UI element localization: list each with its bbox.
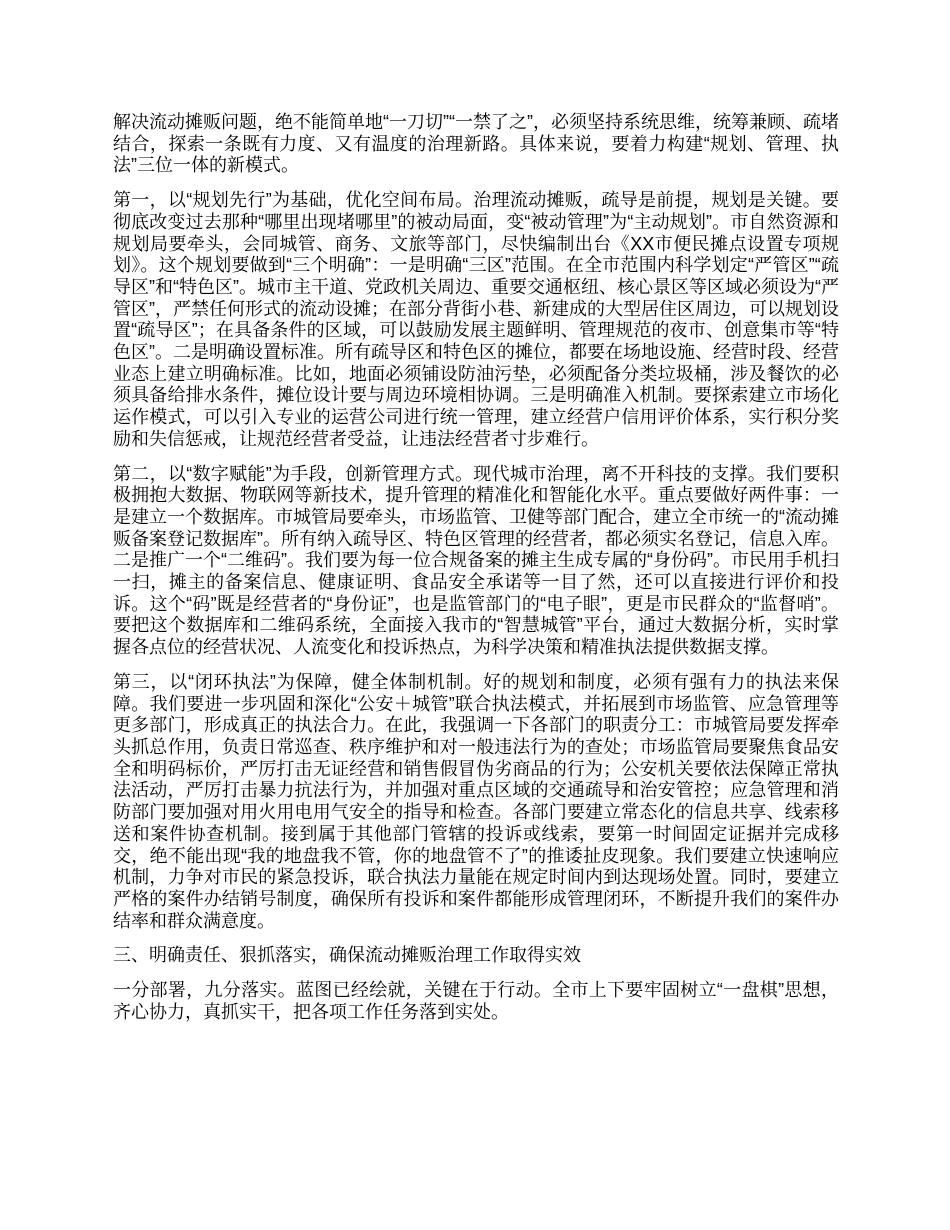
paragraph-point-two-digital: 第二，以“数字赋能”为手段，创新管理方式。现代城市治理，离不开科技的支撑。我们要积极拥抱大数据、物联网等新技术，提升管理的精准化和智能化水平。重点要做好两件事：一是建立一个数据库。市城管局要牵头，市场监管、卫健等部门配合，建立全市统一的“流动摊贩备案登记数据库”。所有纳入疏导区、特色区管理的经营者，都必须实名登记，信息入库。二是推广一个“二维码”。我们要为每一位合规备案的摊主生成专属的“身份码”。市民用手机扫一扫，摊主的备案信息、健康证明、食品安全承诺等一目了然，还可以直接进行评价和投诉。这个“码”既是经营者的“身份证”，也是监管部门的“电子眼”，更是市民群众的“监督哨”。要把这个数据库和二维码系统，全面接入我市的“智慧城管”平台，通过大数据分析，实时掌握各点位的经营状况、人流变化和投诉热点，为科学决策和精准执法提供数据支撑。 [113,463,839,658]
paragraph-point-one-planning: 第一，以“规划先行”为基础，优化空间布局。治理流动摊贩，疏导是前提，规划是关键。要彻底改变过去那种“哪里出现堵哪里”的被动局面，变“被动管理”为“主动规划”。市自然资源和规划局要牵头，会同城管、商务、文旅等部门，尽快编制出台《XX市便民摊点设置专项规划》。这个规划要做到“三个明确”：一是明确“三区”范围。在全市范围内科学划定“严管区”“疏导区”和“特色区”。城市主干道、党政机关周边、重要交通枢纽、核心景区等区域必须设为“严管区”，严禁任何形式的流动设摊；在部分背街小巷、新建成的大型居住区周边，可以规划设置“疏导区”；在具备条件的区域，可以鼓励发展主题鲜明、管理规范的夜市、创意集市等“特色区”。二是明确设置标准。所有疏导区和特色区的摊位，都要在场地设施、经营时段、经营业态上建立明确标准。比如，地面必须铺设防油污垫，必须配备分类垃圾桶，涉及餐饮的必须具备给排水条件，摊位设计要与周边环境相协调。三是明确准入机制。要探索建立市场化运作模式，可以引入专业的运营公司进行统一管理，建立经营户信用评价体系，实行积分奖励和失信惩戒，让规范经营者受益，让违法经营者寸步难行。 [113,190,839,449]
paragraph-intro: 解决流动摊贩问题，绝不能简单地“一刀切”“一禁了之”，必须坚持系统思维，统筹兼顾、疏堵结合，探索一条既有力度、又有温度的治理新路。具体来说，要着力构建“规划、管理、执法”三位一体的新模式。 [113,112,839,176]
section-heading-three: 三、明确责任、狠抓落实，确保流动摊贩治理工作取得实效 [113,945,581,966]
paragraph-closing: 一分部署，九分落实。蓝图已经绘就，关键在于行动。全市上下要牢固树立“一盘棋”思想，齐心协力，真抓实干，把各项工作任务落到实处。 [113,980,839,1022]
document-content [113,112,839,1036]
paragraph-point-three-enforcement: 第三，以“闭环执法”为保障，健全体制机制。好的规划和制度，必须有强有力的执法来保障。我们要进一步巩固和深化“公安＋城管”联合执法模式，并拓展到市场监管、应急管理等更多部门，形成真正的执法合力。在此，我强调一下各部门的职责分工：市城管局要发挥牵头抓总作用，负责日常巡查、秩序维护和对一般违法行为的查处；市场监管局要聚焦食品安全和明码标价，严厉打击无证经营和销售假冒伪劣商品的行为；公安机关要依法保障正常执法活动，严厉打击暴力抗法行为，并加强对重点区域的交通疏导和治安管控；应急管理和消防部门要加强对用火用电用气安全的指导和检查。各部门要建立常态化的信息共享、线索移送和案件协查机制。接到属于其他部门管辖的投诉或线索，要第一时间固定证据并完成移交，绝不能出现“我的地盘我不管，你的地盘管不了”的推诿扯皮现象。我们要建立快速响应机制，力争对市民的紧急投诉，联合执法力量能在规定时间内到达现场处置。同时，要建立严格的案件办结销号制度，确保所有投诉和案件都能形成管理闭环，不断提升我们的案件办结率和群众满意度。 [113,671,839,931]
